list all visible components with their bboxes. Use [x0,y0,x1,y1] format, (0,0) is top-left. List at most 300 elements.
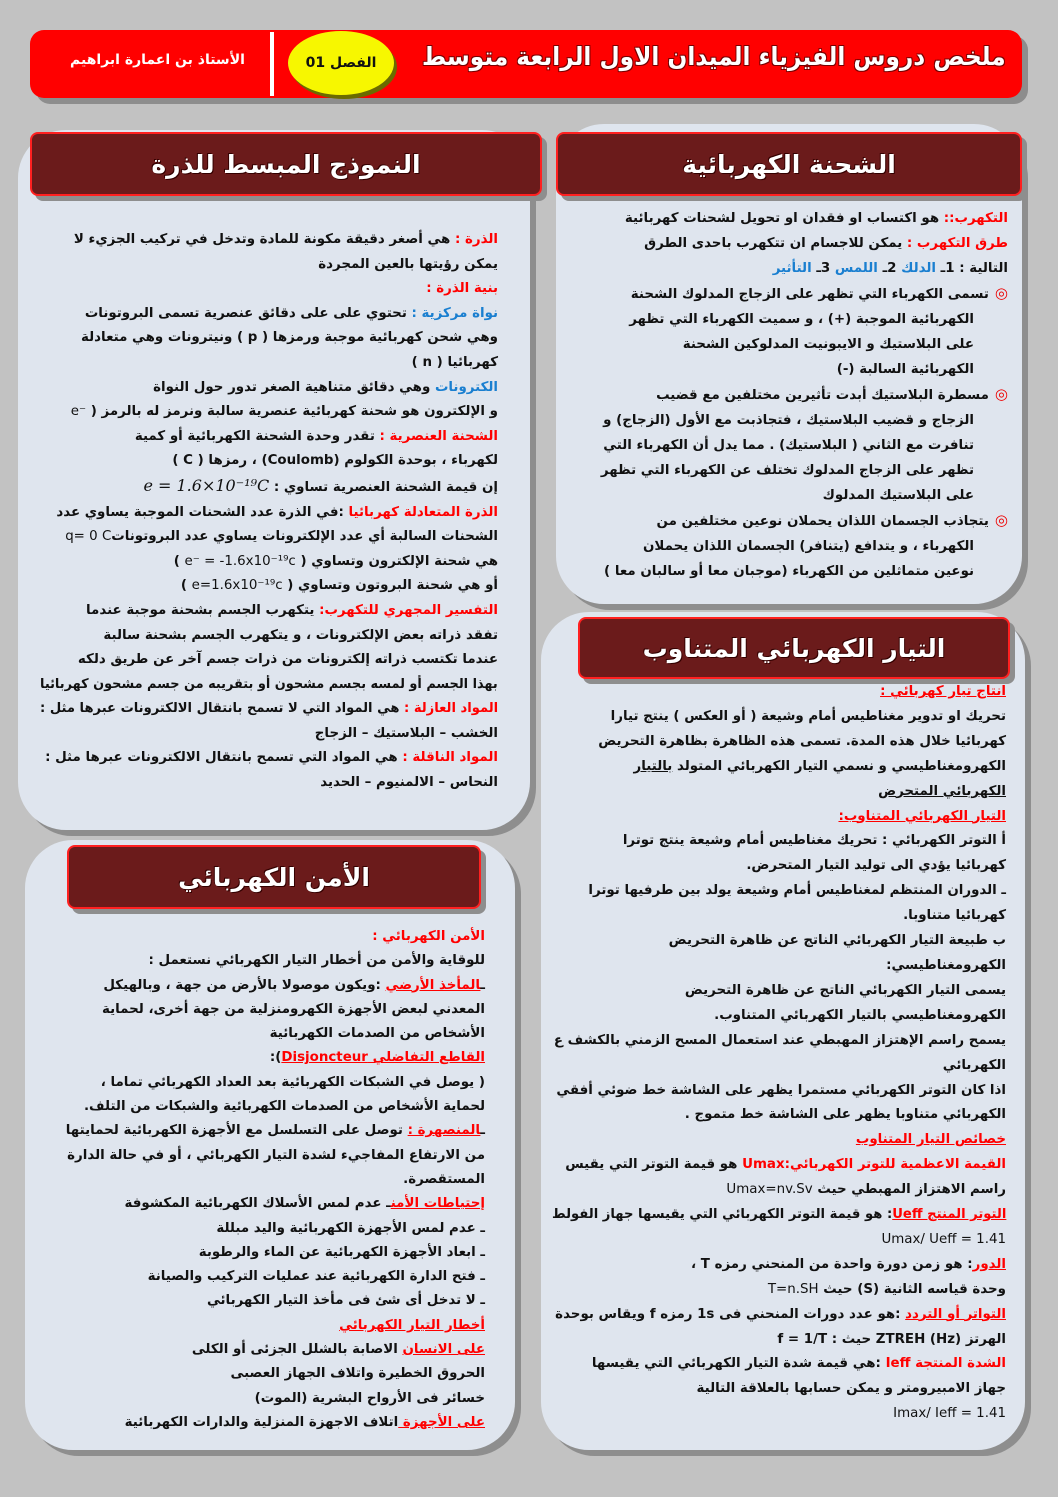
text-line [552,1303,1006,1328]
text-line [40,624,498,649]
text-segment: خسائر فى الأرواح البشرية (الموت) [254,1390,485,1406]
term-label: التيار الكهربائي المتناوب: [838,808,1006,824]
line-content [644,231,1008,256]
line-content [103,624,498,649]
text-line [40,673,498,698]
text-line [552,1153,1006,1178]
line-content [181,574,498,599]
text-segment: f = 1/T [777,1331,828,1347]
line-content [67,1144,485,1168]
text-segment: تنافرت مع الثاني ( البلاستيك) . مما يدل أن الكهرباء التي [603,438,974,453]
line-content [372,925,485,949]
line-content [103,974,485,998]
term-label: طرق التكهرب : [906,236,1008,251]
line-content [604,559,974,584]
line-content [631,281,1008,307]
panel-title-alternating-current: التيار الكهربائي المتناوب [578,617,1010,679]
text-line [45,1338,485,1362]
line-content [643,534,974,559]
text-line [552,929,1006,954]
bullet-line [580,332,1008,357]
text-segment: Umax/ Ueff = 1.41 [881,1231,1006,1247]
line-content [174,550,498,575]
text-segment: جهاز الامبيرومتر و يمكن حسابها بالعلاقة التالية [696,1381,1006,1397]
text-line [40,400,498,425]
text-line [45,1217,485,1241]
bullet-line [580,281,1008,307]
line-content [40,673,498,698]
text-line [552,755,1006,780]
term-label: التوتر المنتج Ueff [891,1207,1006,1223]
text-line [45,1095,485,1119]
text-line [580,206,1008,231]
term-label: الشدة المنتجة Ieff [885,1356,1006,1372]
text-segment: يمكن للاجسام ان تتكهرب باحدى الطرق [644,236,907,251]
author-name: الأستاذ بن اعمارة ابراهيم [70,52,245,68]
text-segment: اتلاف الاجهزة المنزلية والدارات الكهربائية [124,1414,399,1430]
chapter-badge-label: الفصل 01 [305,55,377,71]
line-content [555,1303,1006,1328]
text-segment: Imax/ Ieff = 1.41 [893,1406,1006,1422]
text-segment: تقدر وحدة الشحنة الكهربائية أو كمية [134,428,380,444]
page-header [30,30,1022,98]
text-line [552,730,1006,755]
line-content [101,1071,485,1095]
line-content [598,730,1006,755]
text-segment: ): [269,1050,282,1066]
line-content [823,483,974,508]
term-label: الشحنة العنصرية : [379,428,498,444]
text-segment: الأشخاص من الصدمات الكهربائية [269,1026,485,1042]
text-segment: تحريك او تدوير مغناطيس أمام وشيعة ( أو العكس ) ينتج تيارا [610,708,1006,724]
text-line [45,1241,485,1265]
term-label: الذرة المتعادلة كهربائيا [348,504,498,520]
line-content [903,904,1006,929]
text-segment: وهي شحن كهربائية موجبة ورمزها ( p ) ونيترونات وهي متعادلة [81,330,498,346]
bullet-line [580,534,1008,559]
line-content [426,277,498,302]
text-line [552,1328,1006,1353]
text-line [40,501,498,526]
line-content [603,408,974,433]
line-content [603,433,974,458]
term-label: الدور [972,1256,1006,1272]
text-segment: من الارتفاع المفاجيء لشدة التيار الكهربائي ، أو في حالة الدارة [67,1147,485,1163]
text-line [45,1046,485,1070]
page-title-container [422,42,1006,82]
term-label: القيمة الاعظمية للتوتر الكهربائي:Umax [742,1157,1006,1173]
text-segment: : هو زمن دورة واحدة من المنحني رمزه T ، [691,1256,973,1272]
term-label: على الأجهزة [398,1414,485,1430]
text-segment: النحاس – الالمنيوم – الحديد [320,775,498,791]
text-segment: اللمس [834,261,878,276]
line-content [691,1253,1006,1278]
term-label: المواد الناقلة : [402,750,498,766]
line-content [412,351,498,376]
text-segment: على البلاستيك المدلوك [822,488,974,503]
text-segment: الكهربائية السالبة (-) [836,362,974,377]
text-line [45,949,485,973]
text-line [40,648,498,673]
text-segment: ) [173,553,185,569]
text-line [45,1411,485,1435]
line-content [565,1153,1006,1178]
chapter-badge [288,31,394,95]
target-bullet-icon: ◎ [994,511,1008,529]
text-segment: ـ فتح الدارة الكهربائية عند عمليات التركيب والصيانة [147,1269,485,1285]
line-content [856,1128,1006,1153]
text-line [40,253,498,278]
text-line [580,256,1008,281]
text-line [552,1377,1006,1402]
text-line [552,1004,1006,1029]
text-segment: إن قيمة الشحنة العنصرية تساوي : [269,479,498,495]
line-content [102,998,485,1022]
line-content [125,1411,485,1435]
text-segment: تفقد ذراته بعض الإلكترونات ، و يتكهرب الجسم بشحنة سالبة [103,627,498,643]
text-line [45,1144,485,1168]
text-segment: بهذا الجسم أو لمسه بجسم مشحون أو بتقريبه من جسم مشحون كهربائيا [40,676,498,692]
line-content [148,1265,485,1289]
line-content [838,805,1006,830]
text-line [552,680,1006,705]
text-line [40,722,498,747]
term-label: المأخذ الأرضي [385,977,481,993]
text-segment: وحدة قياسه الثانية (S) حيث [818,1281,1006,1297]
line-content [696,1377,1006,1402]
bullet-line [580,357,1008,382]
bullet-line [580,382,1008,408]
term-label: إحتياطات الأمن [390,1196,485,1212]
bullet-line [580,433,1008,458]
term-label: التفسير المجهري للتكهرب: [319,602,498,618]
text-segment: :في الذرة عدد الشحنات الموجبة يساوي عدد [56,504,349,520]
line-content [270,1046,485,1070]
text-segment: التأثير [772,261,812,276]
bullet-line [580,483,1008,508]
target-bullet-icon: ◎ [994,284,1008,302]
line-content [746,854,1006,879]
line-content [56,501,498,526]
text-line [552,1228,1006,1253]
text-line [45,1289,485,1313]
term-label: بنية الذرة : [426,281,498,297]
line-content [588,879,1006,904]
term-label: على الانسان [402,1342,485,1358]
panel-title-electrical-safety: الأمن الكهربائي [67,845,481,909]
term-label: التكهرب:: [943,211,1008,226]
line-content [124,1192,485,1216]
line-content [315,722,498,747]
bullet-line [580,408,1008,433]
line-content [726,1178,1006,1203]
text-line [45,974,485,998]
text-line [45,1119,485,1143]
text-segment: المعدني لبعض الأجهزة الكهرومنزلية من جهة أخرى، لحماية [101,1001,485,1017]
text-line [45,925,485,949]
text-segment: الاصابة بالشلل الجزئى أو الكلى [191,1342,403,1358]
text-line [40,449,498,474]
text-segment: بالتيار [633,758,673,774]
text-segment: ـ الدوران المنتظم لمغناطيس أمام وشيعة يولد بين طرفيها توترا [588,883,1006,899]
line-content [199,1241,485,1265]
line-content [556,1079,1006,1104]
text-line [40,474,498,501]
line-content [66,1119,485,1143]
line-content [629,307,974,332]
text-segment: الكهرومغناطيسي بالتيار الكهربائي المتناوب. [714,1007,1006,1023]
text-segment: :هي قيمة شدة التيار الكهربائي التي يقيسها [591,1356,886,1372]
text-line [552,1203,1006,1228]
term-label: الذرة : [455,232,498,247]
line-content [669,929,1006,954]
text-segment: لكهرباء ، بوحدة الكولوم (Coulomb) ، رمزها ( C ) [172,453,498,469]
term-label: المواد العازلة : [403,701,498,717]
text-line [552,780,1006,805]
text-segment: ـ عدم لمس الأسلاك الكهربائية المكشوفة [124,1196,391,1212]
line-content [880,680,1006,705]
line-content [78,648,498,673]
line-content [683,332,974,357]
text-segment: لحماية الأشخاص من الصدمات الكهربائية والشبكات من التلف. [83,1099,485,1115]
text-line [552,854,1006,879]
bullet-line [580,307,1008,332]
text-segment: التالية : 1ـ [936,261,1008,276]
text-line [552,1402,1006,1427]
line-content [40,697,498,722]
line-content [135,425,498,450]
text-segment: ـ عدم لمس الأجهزة الكهربائية واليد مبللة [216,1220,485,1236]
line-content [153,376,498,401]
text-segment: مسطرة البلاستيك أبدت تأثيرين مختلفين مع قضيب [656,388,989,403]
text-segment: الكهربائي المتحرض [878,783,1006,799]
text-line [552,1054,1006,1079]
text-line [40,425,498,450]
text-line [552,954,1006,979]
line-content [65,525,498,550]
text-line [40,326,498,351]
line-content [86,599,498,624]
line-content [320,771,498,796]
electrical-safety-content [45,925,485,1435]
line-content [74,228,498,253]
text-line [45,1265,485,1289]
text-line [40,697,498,722]
text-segment: الشحنات السالبة أي عدد الإلكترونات يساوي عدد البروتونات [111,529,498,545]
line-content [403,1168,485,1192]
text-line [45,1192,485,1216]
line-content [552,1203,1006,1228]
text-line [40,302,498,327]
text-segment: كهربائيا متناوبا. [903,908,1006,924]
text-line [552,1278,1006,1303]
text-segment: الكهرومغناطيسي: [886,957,1006,973]
text-line [552,1029,1006,1054]
target-bullet-icon: ◎ [994,385,1008,403]
bullet-line [580,458,1008,483]
text-segment: هو قيمة التوتر التي يقيس [565,1157,743,1173]
text-segment: يسمى التيار الكهربائي الناتج عن ظاهرة التحريض [684,982,1006,998]
text-segment: الكترونات [434,379,498,395]
line-content [893,1402,1006,1427]
text-segment: توصل على التسلسل مع الأجهزة الكهربائية لحمايتها [65,1123,408,1139]
term-label: انتاج تيار كهربائي : [880,684,1006,699]
line-content [592,1352,1006,1377]
term-label: أخطار التيار الكهربائي [339,1317,485,1333]
panel-title-electric-charge: الشحنة الكهربائية [556,132,1022,196]
text-segment: للوقاية والأمن من أخطار التيار الكهربائي نستعمل : [148,953,485,969]
line-content [881,1228,1006,1253]
line-content [554,1029,1006,1054]
line-content [318,253,498,278]
text-line [552,904,1006,929]
line-content [625,206,1008,231]
text-line [40,525,498,550]
text-segment: :ويكون موصولا بالأرض من جهة ، وبالهيكل [103,977,386,993]
line-content [714,1004,1006,1029]
text-segment: يتكهرب الجسم بشحنة موجبة عندما [86,602,320,618]
text-line [552,879,1006,904]
text-segment: e = 1.6×10⁻¹⁹C [143,475,270,495]
panel-title-atom-model: النموذج المبسط للذرة [30,132,542,196]
line-content [623,829,1006,854]
text-segment: تسمى الكهرباء التي تظهر على الزجاج المدلوك الشحنة [630,287,989,302]
text-segment: ـ [480,1123,485,1139]
line-content [71,400,498,425]
text-segment: q= 0 C [65,529,112,545]
electric-charge-content [580,206,1008,584]
text-segment: الكهرباء ، و يتدافع (يتنافر) الجسمان اللذان يحملان [643,539,974,554]
text-segment: 3ـ [811,261,835,276]
text-line [40,746,498,771]
text-line [40,228,498,253]
text-line [45,1314,485,1338]
term-label: خصائص التيار المتناوب [855,1132,1006,1148]
line-content [85,302,498,327]
text-line [40,277,498,302]
text-segment: 2ـ [877,261,902,276]
text-segment: كهربائيا ( n ) [411,354,498,370]
text-line [552,705,1006,730]
text-line [552,805,1006,830]
text-line [552,1253,1006,1278]
alternating-current-content [552,680,1006,1427]
text-segment: ـ ابعاد الأجهزة الكهربائية عن الماء والرطوبة [198,1244,485,1260]
text-line [552,829,1006,854]
text-segment: ـ [480,977,485,993]
text-segment: Umax=nv.Sv [726,1182,813,1198]
text-segment: تحتوي على على دقائق عنصرية تسمى البروتونات [84,305,412,321]
line-content [773,256,1008,281]
header-divider [270,32,274,96]
text-line [45,1022,485,1046]
text-segment: هي المواد التي لا تسمح بانتقال الالكترونات عبرها مثل : [39,701,404,717]
line-content [216,1217,485,1241]
text-line [45,1071,485,1095]
text-segment: و الإلكترون هو شحنة كهربائية عنصرية سالبة ونرمز له بالرمز ( [86,404,498,420]
text-segment: :هو عدد دورات المنحني فى 1s رمزه f ويقاس بوحدة [555,1306,906,1322]
text-segment: T=n.SH [767,1281,819,1297]
text-segment: على البلاستيك و الايبونيت المدلوكين الشحنة [682,337,974,352]
line-content [768,1278,1006,1303]
text-segment: e⁻ = -1.6x10⁻¹⁹c [184,553,296,569]
text-line [552,1079,1006,1104]
line-content [601,458,974,483]
line-content [339,1314,485,1338]
text-line [40,771,498,796]
text-segment: الخشب – البلاستيك – الزجاج [314,725,498,741]
line-content [270,1022,485,1046]
line-content [611,705,1006,730]
line-content [878,780,1006,805]
text-line [40,574,498,599]
text-segment: هي أصغر دقيقة مكونة للمادة وتدخل في تركيب الجزيء لا [73,232,456,247]
text-segment: الزجاج و قضيب البلاستيك ، فتجاذبت مع الأول (الزجاج) و [603,413,974,428]
line-content [886,954,1006,979]
text-segment: يتجاذب الجسمان اللذان يحملان نوعين مختلفين من [656,514,989,529]
term-label: القاطع التفاضلي Disjoncteur [281,1050,485,1066]
line-content [148,949,485,973]
text-segment: نوعين متماثلين من الكهرباء (موجبان معا أو سالبان معا ) [604,564,974,579]
bullet-line [580,559,1008,584]
text-line [40,550,498,575]
line-content [837,357,974,382]
page-title: ملخص دروس الفيزياء الميدان الاول الرابعة متوسط [422,42,1006,71]
line-content [685,1103,1006,1128]
text-segment: الكهرومغناطيسي و نسمي التيار الكهربائي المتولد [672,758,1006,774]
text-line [552,1103,1006,1128]
line-content [172,449,498,474]
text-segment: تظهر على الزجاج المدلوك تختلف عن الكهرباء التي تظهر [600,463,974,478]
text-segment: هي المواد التي تسمح بانتقال الالكترونات عبرها مثل : [45,750,403,766]
text-segment: الكهربائي متناوبا يظهر على الشاشة خط متموج . [684,1107,1006,1123]
text-segment: e=1.6x10⁻¹⁹c [191,578,283,594]
line-content [255,1387,485,1411]
text-line [40,376,498,401]
text-segment: أ التوتر الكهربائي : تحريك مغناطيس أمام وشيعة ينتج توترا [622,833,1006,849]
text-line [552,1178,1006,1203]
text-segment: ب طبيعة التيار الكهربائي الناتج عن ظاهرة التحريض [668,933,1006,949]
line-content [231,1362,485,1386]
text-line [580,231,1008,256]
text-segment: راسم الاهتزاز المهبطي حيث [812,1182,1006,1198]
text-segment: ) [180,578,192,594]
line-content [81,326,498,351]
text-line [40,599,498,624]
text-segment: الدلك [901,261,937,276]
line-content [634,755,1006,780]
text-segment: عندما تكتسب ذراته إلكترونات من ذرات جسم آخر عن طريق دلكه [77,652,498,668]
line-content [45,746,498,771]
text-segment: الهرتز ZTREH (Hz) حيث : [827,1331,1006,1347]
text-segment: كهربائيا يؤدي الى توليد التيار المتحرض. [746,858,1006,874]
line-content [777,1328,1006,1353]
text-segment: يسمح راسم الإهتزاز المهبطي عند استعمال المسح الزمني بالكشف ع [553,1032,1006,1048]
text-line [552,1128,1006,1153]
text-line [552,979,1006,1004]
line-content [207,1289,485,1313]
text-segment: كهربائيا خلال هذه المدة. تسمى هذه الظاهرة بظاهرة التحريض [598,733,1006,749]
text-segment: يمكن رؤيتها بالعين المجردة [318,256,498,272]
text-segment: e⁻ [70,404,87,420]
bullet-line [580,508,1008,534]
text-segment: المستقصرة. [403,1171,485,1187]
text-line [45,998,485,1022]
text-segment: وهي دقائق متناهية الصغر تدور حول النواة [153,379,435,395]
text-line [45,1387,485,1411]
text-segment: الكهربائية الموجبة (+) ، و سميت الكهرباء التي تظهر [629,312,974,327]
text-line [45,1362,485,1386]
